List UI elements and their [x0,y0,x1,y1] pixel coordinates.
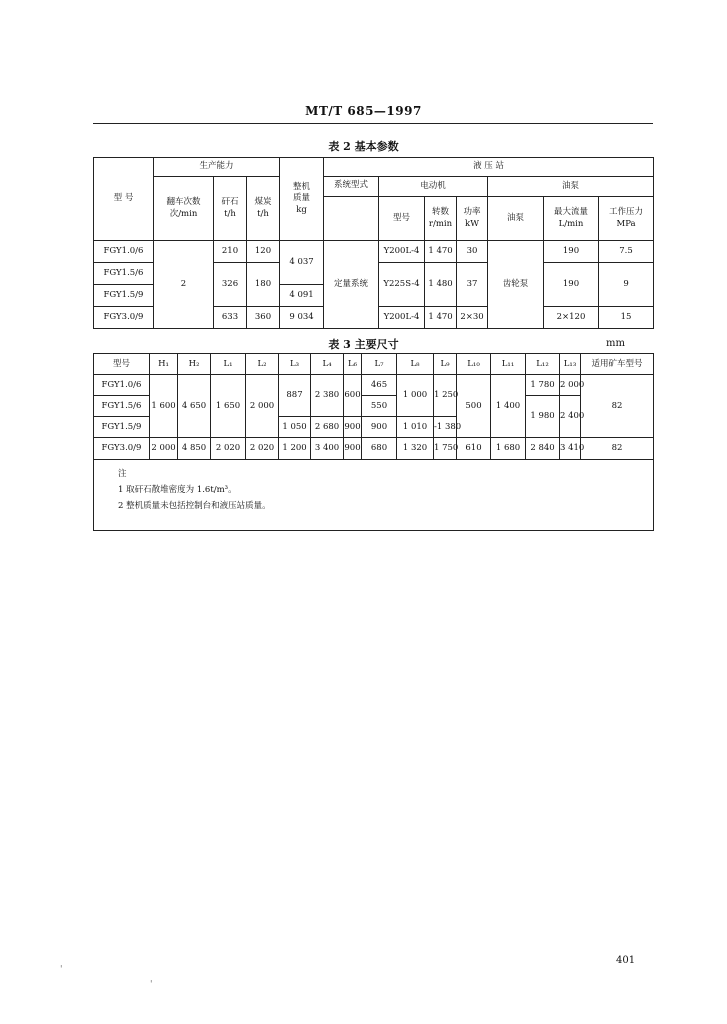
col-header: L₉ [434,354,457,375]
col-header: L₂ [246,354,279,375]
header-pump-type: 油泵 [488,197,544,241]
speed-cell: 1 470 [425,241,457,263]
header-tipping-unit: 次/min [169,208,198,219]
system-cell: 定量系统 [324,241,379,329]
h2-cell: 4 650 [178,375,211,438]
l4-cell: 2 380 [311,375,344,417]
l8-cell: 1 250 [434,375,457,417]
l3-cell: 1 200 [279,438,311,459]
l8-value: 1 380 [436,421,462,432]
l12-cell: 2 000 [560,375,581,396]
header-system-type: 系统型式 [324,177,379,197]
flow-cell: 190 [544,263,599,307]
l1-cell: 1 650 [211,375,246,438]
l3-cell: 887 [279,375,311,417]
power-cell: 37 [457,263,488,307]
col-header: L₃ [279,354,311,375]
l8-dash: - [434,421,437,432]
model-cell: FGY1.5/9 [94,417,150,438]
header-tipping [154,177,214,241]
header-speed [425,197,457,241]
note-item: 2 整机质量未包括控制台和液压站质量。 [118,500,271,511]
header-pressure-unit: MPa [616,218,636,229]
col-header: L₁₁ [491,354,526,375]
col-header: H₂ [178,354,211,375]
mass-cell: 9 034 [280,307,324,329]
header-mass-unit: kg [296,204,307,215]
power-cell: 2×30 [457,307,488,329]
pressure-cell: 7.5 [599,241,654,263]
standard-code: MT/T 685—1997 [305,104,422,118]
flow-cell: 190 [544,241,599,263]
scan-mark: ' [150,980,153,990]
table2-caption: 表 2 基本参数 [328,140,399,153]
notes-title: 注 [118,468,127,479]
coal-cell: 180 [247,263,280,307]
l6-cell: 900 [344,417,362,438]
h2-cell: 4 850 [178,438,211,459]
pump-type-cell: 齿轮泵 [488,241,544,329]
header-mass [280,158,324,241]
l1-cell: 2 020 [211,438,246,459]
header-coal-label: 煤炭 [254,197,272,208]
header-flow-label: 最大流量 [553,207,588,218]
col-header: 型号 [94,354,150,375]
model-cell: FGY3.0/9 [94,307,154,329]
l11-cell: 2 840 [526,438,560,459]
model-cell: FGY1.0/6 [94,375,150,396]
header-speed-label: 转数 [431,207,449,218]
l13-cell: 82 [581,375,654,438]
header-hydraulic-station: 液 压 站 [324,158,654,177]
table3-unit: mm [606,338,625,349]
l4-cell: 2 680 [311,417,344,438]
model-cell: FGY3.0/9 [94,438,150,459]
scan-mark: ' [60,965,63,975]
header-tipping-label: 翻车次数 [166,197,201,208]
header-gangue-unit: t/h [224,208,236,219]
l7-cell: 1 320 [397,438,434,459]
mass-cell: 4 037 [280,241,324,285]
l12-cell: 3 410 [560,438,581,459]
header-pressure [599,197,654,241]
col-header: L₇ [362,354,397,375]
header-gangue-label: 矸石 [221,197,239,208]
header-mass-line2: 质量 [292,193,310,204]
model-cell: FGY1.5/9 [94,285,154,307]
col-header: H₁ [150,354,178,375]
l7-cell: 1 000 [397,375,434,417]
l6-sub-cell: 550 [362,396,397,417]
col-header: L₁₀ [457,354,491,375]
header-rule [93,123,653,124]
l3-cell: 1 050 [279,417,311,438]
l6-cell: 900 [344,438,362,459]
note-item: 1 取矸石散堆密度为 1.6t/m³。 [118,484,237,495]
col-header: L₄ [311,354,344,375]
l6-sub-cell: 680 [362,438,397,459]
mass-cell: 4 091 [280,285,324,307]
pressure-cell: 15 [599,307,654,329]
l13-cell: 82 [581,438,654,459]
l6-sub-cell: 900 [362,417,397,438]
l4-cell: 3 400 [311,438,344,459]
l8-cell [434,417,462,438]
flow-cell: 2×120 [544,307,599,329]
header-speed-unit: r/min [428,218,453,229]
col-header: L₈ [397,354,434,375]
l11-cell: 1 780 [526,375,560,396]
l7-cell: 1 010 [397,417,434,438]
l10-cell: 1 680 [491,438,526,459]
l2-cell: 2 020 [246,438,279,459]
gangue-cell: 633 [214,307,247,329]
model-cell: FGY1.5/6 [94,396,150,417]
tipping-cell: 2 [154,241,214,329]
header-model: 型 号 [94,158,154,241]
header-coal-unit: t/h [257,208,269,219]
main-dimensions-table [93,353,654,531]
header-coal [247,177,280,241]
speed-cell: 1 480 [425,263,457,307]
h1-cell: 2 000 [150,438,178,459]
col-header: L₁₃ [560,354,581,375]
l8-cell: 1 750 [434,438,457,459]
header-system-blank [324,197,379,241]
header-flow-unit: L/min [558,218,584,229]
col-header: L₁₂ [526,354,560,375]
header-pump: 油泵 [488,177,654,197]
l11-cell: 1 980 [526,396,560,438]
gangue-cell: 210 [214,241,247,263]
pressure-cell: 9 [599,263,654,307]
l6-sub-cell: 465 [362,375,397,396]
l6-cell: 600 [344,375,362,417]
header-flow [544,197,599,241]
l10-cell: 1 400 [491,375,526,438]
header-power-label: 功率 [463,207,481,218]
motor-type-cell: Y200L-4 [379,307,425,329]
coal-cell: 360 [247,307,280,329]
l12-cell: 2 400 [560,396,581,438]
l9-cell: 610 [457,438,491,459]
header-motor: 电动机 [379,177,488,197]
header-power [457,197,488,241]
page-number: 401 [616,955,636,966]
model-cell: FGY1.0/6 [94,241,154,263]
motor-type-cell: Y200L-4 [379,241,425,263]
basic-parameters-table [93,157,654,329]
coal-cell: 120 [247,241,280,263]
l9-cell: 500 [457,375,491,438]
power-cell: 30 [457,241,488,263]
header-power-unit: kW [465,218,479,229]
col-header: L₁ [211,354,246,375]
gangue-cell: 326 [214,263,247,307]
l2-cell: 2 000 [246,375,279,438]
speed-cell: 1 470 [425,307,457,329]
header-pressure-label: 工作压力 [609,207,644,218]
h1-cell: 1 600 [150,375,178,438]
header-motor-type: 型号 [379,197,425,241]
col-header: L₆ [344,354,362,375]
header-gangue [214,177,247,241]
table3-caption: 表 3 主要尺寸 [328,338,399,351]
header-capacity: 生产能力 [154,158,280,177]
col-header: 适用矿车型号 [581,354,654,375]
motor-type-cell: Y225S-4 [379,263,425,307]
model-cell: FGY1.5/6 [94,263,154,285]
header-mass-line1: 整机 [292,182,310,193]
notes [94,459,654,530]
